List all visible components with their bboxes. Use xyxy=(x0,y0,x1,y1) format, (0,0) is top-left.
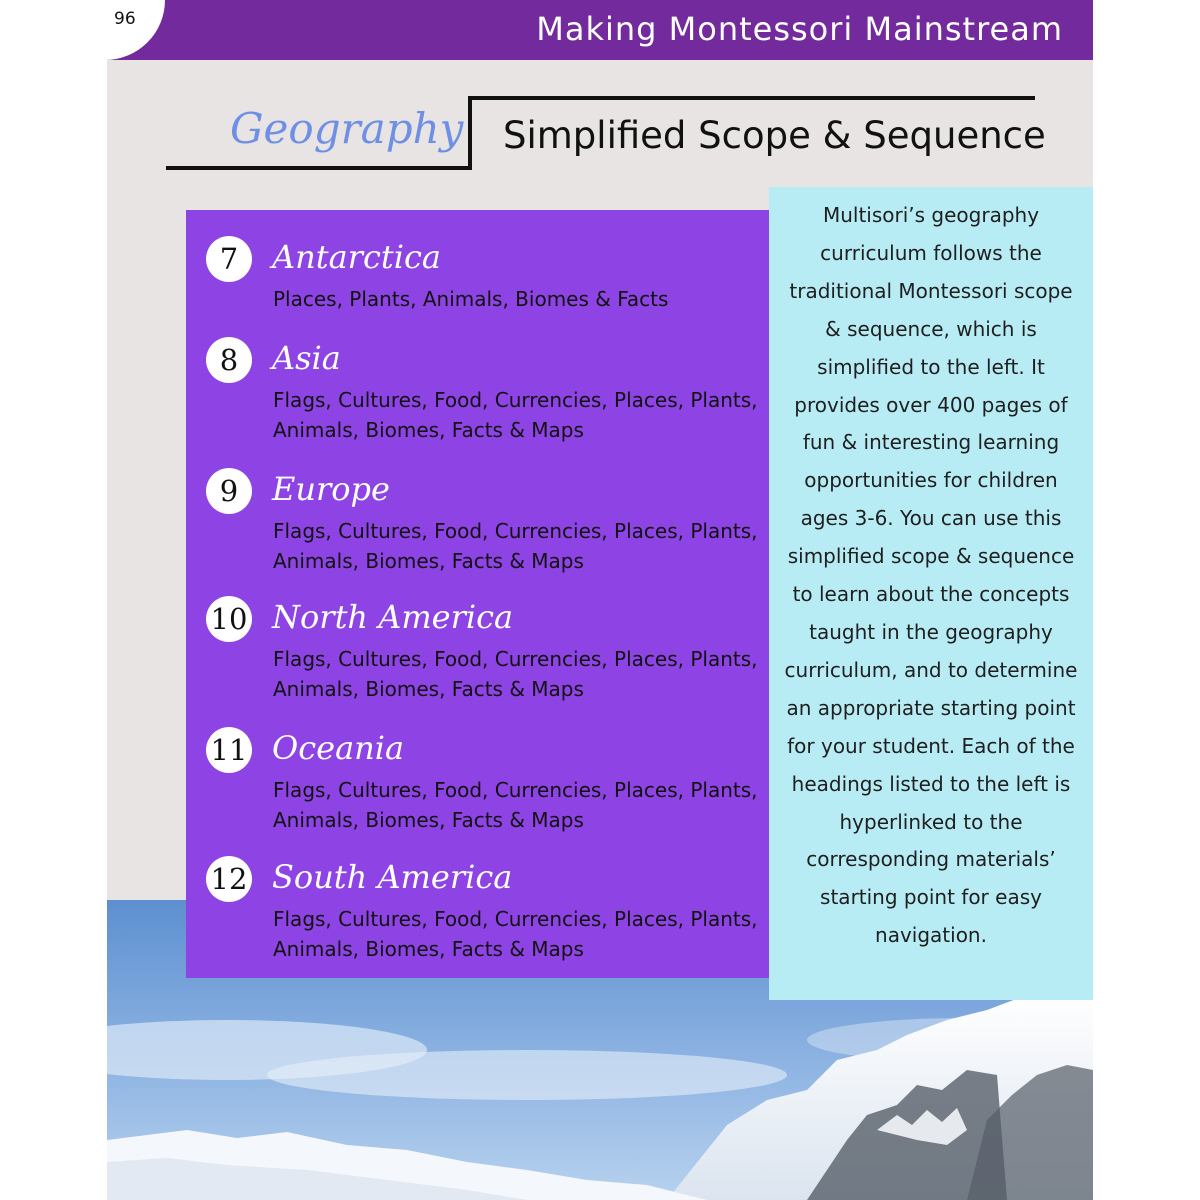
item-description: Flags, Cultures, Food, Currencies, Places, Plants, Animals, Biomes, Facts & Maps xyxy=(273,519,758,573)
header-title: Making Montessori Mainstream xyxy=(536,10,1063,48)
item-number: 10 xyxy=(206,596,252,642)
item-number: 7 xyxy=(206,236,252,282)
subject-label: Geography xyxy=(230,104,464,153)
item-description: Flags, Cultures, Food, Currencies, Places, Plants, Animals, Biomes, Facts & Maps xyxy=(273,907,758,961)
item-number: 12 xyxy=(206,856,252,902)
item-description: Flags, Cultures, Food, Currencies, Places, Plants, Animals, Biomes, Facts & Maps xyxy=(273,778,758,832)
item-description: Places, Plants, Animals, Biomes & Facts xyxy=(273,287,669,311)
item-title-link[interactable]: Oceania xyxy=(272,729,405,767)
section-title: Simplified Scope & Sequence xyxy=(503,114,1046,157)
description-text: Multisori’s geography curriculum follows the traditional Montessori scope & sequence, which is simplified to the left. It provides over 400 pages of fun & interesting learning opportunities for children ages 3-6. You can use this simplified scope & sequence to learn about the concepts taught in the geography curriculum, and to determine an appropriate starting point for your student. Each of the headings listed to the left is hyperlinked to the corresponding materials’ starting point for easy navigation. xyxy=(784,203,1078,948)
item-number: 9 xyxy=(206,468,252,514)
item-title-link[interactable]: North America xyxy=(272,598,514,636)
item-number: 11 xyxy=(206,727,252,773)
page-number: 96 xyxy=(114,9,136,29)
item-description: Flags, Cultures, Food, Currencies, Places, Plants, Animals, Biomes, Facts & Maps xyxy=(273,388,758,442)
description-panel xyxy=(769,187,1093,1000)
item-description: Flags, Cultures, Food, Currencies, Places, Plants, Animals, Biomes, Facts & Maps xyxy=(273,647,758,701)
item-title-link[interactable]: South America xyxy=(272,858,513,896)
item-number: 8 xyxy=(206,337,252,383)
item-title-link[interactable]: Asia xyxy=(272,339,341,377)
item-title-link[interactable]: Europe xyxy=(272,470,390,508)
item-title-link[interactable]: Antarctica xyxy=(272,238,441,276)
title-divider-lines xyxy=(0,0,1200,200)
